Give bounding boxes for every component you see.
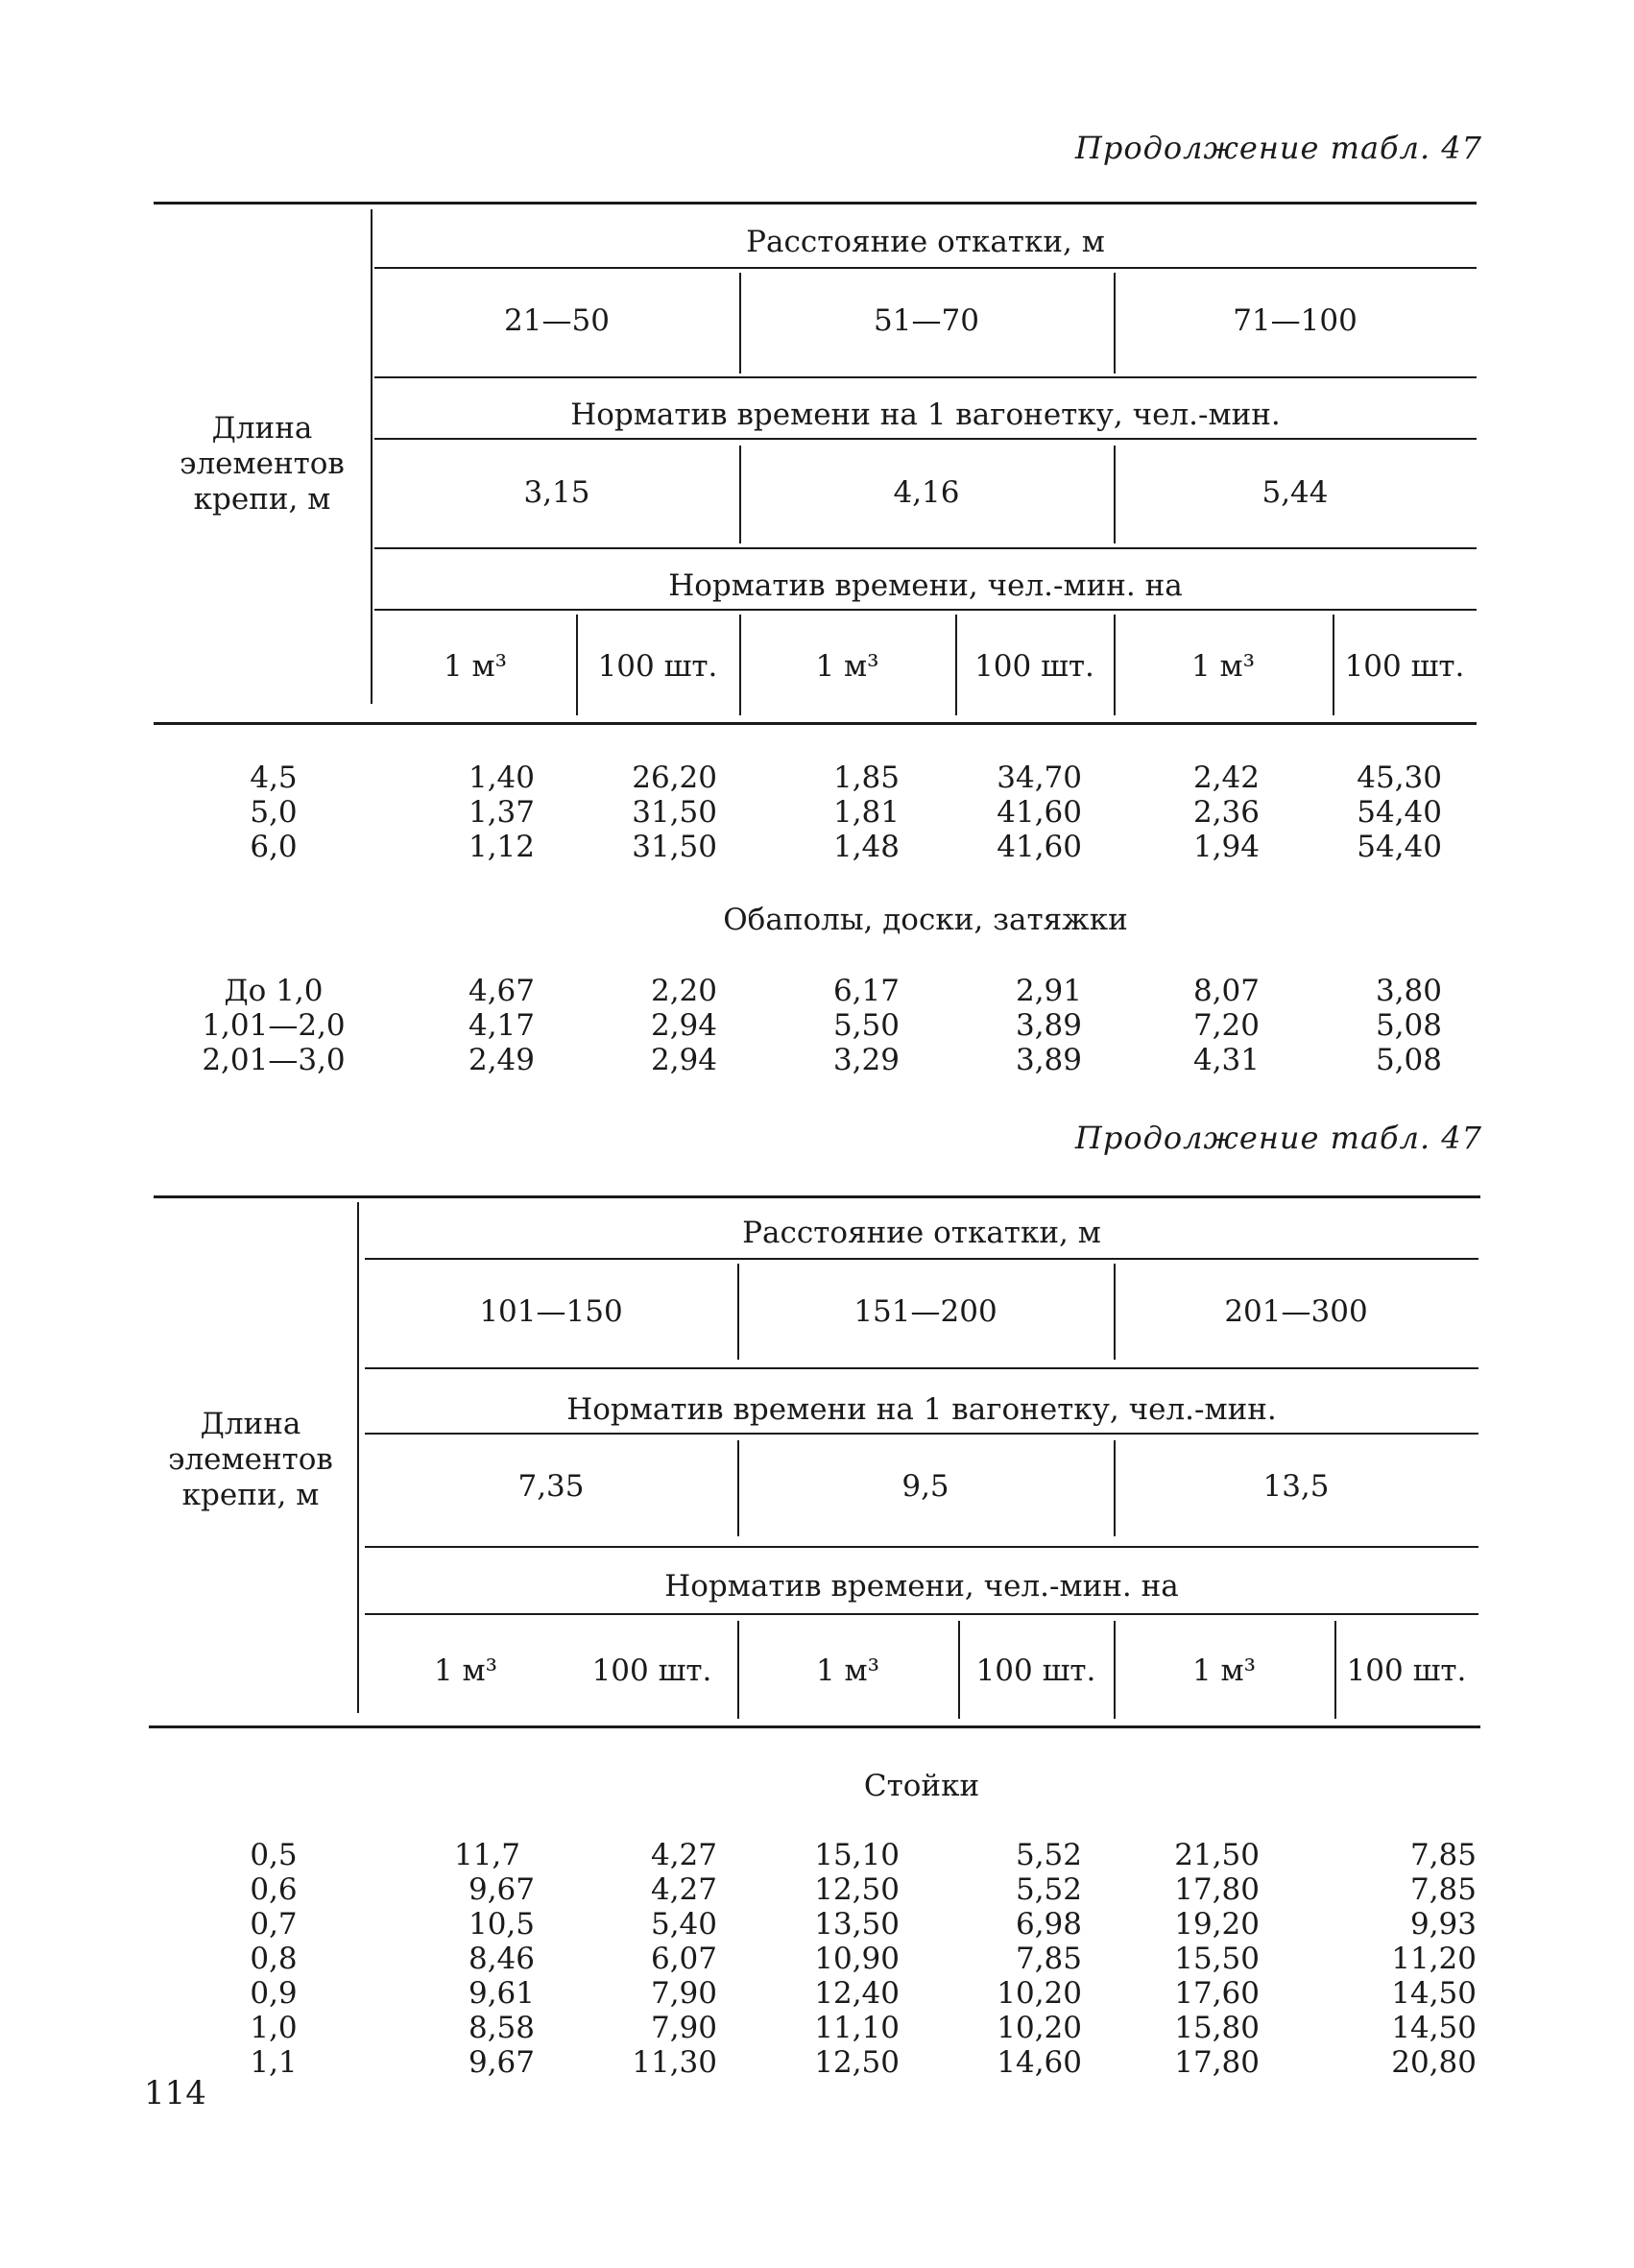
cell: 11,20 — [1391, 1942, 1477, 1976]
unit-header: 100 шт. — [975, 1653, 1096, 1688]
col-divider — [739, 615, 741, 715]
distance-range: 201—300 — [1224, 1294, 1368, 1329]
cell: 3,29 — [832, 1043, 900, 1077]
cell: 10,20 — [997, 1976, 1082, 2011]
cell: 1,37 — [468, 795, 535, 830]
cell: 21,50 — [1174, 1838, 1260, 1872]
row-length: 0,6 — [250, 1872, 298, 1907]
rule — [365, 1433, 1478, 1435]
cell: 10,90 — [814, 1942, 900, 1976]
continuation-caption: Продолжение табл. 47 — [1074, 1120, 1482, 1156]
cell: 1,48 — [832, 830, 900, 864]
cell: 12,50 — [814, 1872, 900, 1907]
unit-header: 1 м³ — [1190, 649, 1256, 684]
stub-divider — [371, 209, 372, 704]
col-divider — [1333, 615, 1334, 715]
cell: 4,17 — [468, 1008, 535, 1043]
row-length: 1,01—2,0 — [202, 1008, 346, 1043]
group-title: Обаполы, доски, затяжки — [723, 903, 1128, 937]
cell: 26,20 — [632, 760, 717, 795]
row-length: 1,1 — [250, 2045, 298, 2080]
cell: 11,7 — [453, 1838, 520, 1872]
col-divider — [737, 1440, 739, 1536]
cell: 6,17 — [832, 974, 900, 1008]
cell: 5,52 — [1015, 1838, 1082, 1872]
group-title: Стойки — [863, 1769, 980, 1803]
table-header-bottom-rule — [149, 1725, 1480, 1728]
norm-wagon-value: 13,5 — [1262, 1469, 1330, 1504]
cell: 17,60 — [1174, 1976, 1260, 2011]
row-length: 6,0 — [250, 830, 298, 864]
distance-range: 21—50 — [504, 303, 610, 338]
cell: 7,90 — [650, 2011, 717, 2045]
unit-header: 100 шт. — [597, 649, 718, 684]
cell: 54,40 — [1357, 830, 1442, 864]
cell: 2,36 — [1192, 795, 1260, 830]
cell: 1,85 — [832, 760, 900, 795]
stub-header: Длина элементов крепи, м — [168, 1407, 333, 1512]
col-divider — [955, 615, 957, 715]
cell: 4,67 — [468, 974, 535, 1008]
row-length: 0,8 — [250, 1942, 298, 1976]
cell: 1,12 — [468, 830, 535, 864]
cell: 15,80 — [1174, 2011, 1260, 2045]
unit-header: 100 шт. — [974, 649, 1094, 684]
cell: 3,80 — [1375, 974, 1442, 1008]
cell: 1,81 — [832, 795, 900, 830]
cell: 15,50 — [1174, 1942, 1260, 1976]
cell: 3,89 — [1015, 1008, 1082, 1043]
distance-range: 51—70 — [874, 303, 979, 338]
cell: 6,98 — [1015, 1907, 1082, 1942]
unit-header: 1 м³ — [815, 1653, 880, 1688]
cell: 2,20 — [650, 974, 717, 1008]
distance-range: 151—200 — [853, 1294, 997, 1329]
unit-header: 100 шт. — [1346, 1653, 1467, 1688]
cell: 17,80 — [1174, 2045, 1260, 2080]
cell: 2,42 — [1192, 760, 1260, 795]
row-length: 0,5 — [250, 1838, 298, 1872]
cell: 3,89 — [1015, 1043, 1082, 1077]
cell: 34,70 — [997, 760, 1082, 795]
table-header-bottom-rule — [154, 722, 1477, 725]
row-length: 5,0 — [250, 795, 298, 830]
cell: 14,50 — [1391, 1976, 1477, 2011]
cell: 15,10 — [814, 1838, 900, 1872]
cell: 31,50 — [632, 830, 717, 864]
cell: 14,60 — [997, 2045, 1082, 2080]
cell: 2,94 — [650, 1043, 717, 1077]
col-divider — [1114, 615, 1116, 715]
cell: 12,50 — [814, 2045, 900, 2080]
cell: 4,27 — [650, 1838, 717, 1872]
cell: 11,30 — [632, 2045, 717, 2080]
cell: 13,50 — [814, 1907, 900, 1942]
row-length: 2,01—3,0 — [202, 1043, 346, 1077]
row-length: До 1,0 — [224, 974, 324, 1008]
cell: 9,61 — [468, 1976, 535, 2011]
col-divider — [958, 1621, 960, 1719]
cell: 4,31 — [1192, 1043, 1260, 1077]
unit-header: 1 м³ — [433, 1653, 498, 1688]
cell: 9,93 — [1409, 1907, 1477, 1942]
cell: 2,91 — [1015, 974, 1082, 1008]
norm-wagon-value: 4,16 — [893, 475, 960, 510]
rule — [365, 1367, 1478, 1369]
cell: 1,40 — [468, 760, 535, 795]
cell: 54,40 — [1357, 795, 1442, 830]
cell: 8,46 — [468, 1942, 535, 1976]
col-divider — [737, 1621, 739, 1719]
page-number: 114 — [144, 2074, 206, 2112]
cell: 10,5 — [468, 1907, 535, 1942]
norm-wagon-value: 3,15 — [523, 475, 590, 510]
stub-divider — [357, 1202, 359, 1713]
cell: 9,67 — [468, 2045, 535, 2080]
col-divider — [1334, 1621, 1336, 1719]
distance-range: 71—100 — [1233, 303, 1358, 338]
col-divider — [576, 615, 578, 715]
rule — [374, 547, 1477, 549]
rule — [374, 267, 1477, 269]
col-divider — [1114, 1264, 1116, 1360]
cell: 10,20 — [997, 2011, 1082, 2045]
rule — [365, 1613, 1478, 1615]
table-top-rule — [154, 1195, 1480, 1198]
cell: 1,94 — [1192, 830, 1260, 864]
norm-wagon-value: 7,35 — [517, 1469, 585, 1504]
norm-wagon-header: Норматив времени на 1 вагонетку, чел.-мин. — [570, 398, 1281, 432]
unit-header: 1 м³ — [815, 649, 879, 684]
cell: 5,08 — [1375, 1043, 1442, 1077]
cell: 6,07 — [650, 1942, 717, 1976]
cell: 11,10 — [814, 2011, 900, 2045]
col-divider — [1114, 273, 1116, 374]
cell: 7,20 — [1192, 1008, 1260, 1043]
cell: 5,40 — [650, 1907, 717, 1942]
cell: 8,58 — [468, 2011, 535, 2045]
cell: 41,60 — [997, 830, 1082, 864]
col-divider — [739, 273, 741, 374]
unit-header: 1 м³ — [443, 649, 508, 684]
row-length: 0,7 — [250, 1907, 298, 1942]
cell: 31,50 — [632, 795, 717, 830]
col-divider — [1114, 1621, 1116, 1719]
cell: 19,20 — [1174, 1907, 1260, 1942]
cell: 7,85 — [1409, 1838, 1477, 1872]
cell: 9,67 — [468, 1872, 535, 1907]
cell: 7,85 — [1015, 1942, 1082, 1976]
row-length: 4,5 — [250, 760, 298, 795]
stub-header: Длина элементов крепи, м — [180, 411, 345, 517]
cell: 2,94 — [650, 1008, 717, 1043]
cell: 8,07 — [1192, 974, 1260, 1008]
table-top-rule — [154, 202, 1477, 205]
cell: 14,50 — [1391, 2011, 1477, 2045]
rule — [374, 376, 1477, 378]
distance-header: Расстояние откатки, м — [746, 225, 1105, 259]
rule — [365, 1258, 1478, 1260]
rule — [374, 609, 1477, 611]
unit-header: 1 м³ — [1191, 1653, 1257, 1688]
col-divider — [1114, 446, 1116, 543]
cell: 41,60 — [997, 795, 1082, 830]
row-length: 0,9 — [250, 1976, 298, 2011]
cell: 45,30 — [1357, 760, 1442, 795]
norm-wagon-value: 5,44 — [1262, 475, 1329, 510]
col-divider — [1114, 1440, 1116, 1536]
distance-header: Расстояние откатки, м — [742, 1216, 1101, 1250]
cell: 12,40 — [814, 1976, 900, 2011]
norm-per-header: Норматив времени, чел.-мин. на — [664, 1569, 1179, 1604]
norm-per-header: Норматив времени, чел.-мин. на — [668, 568, 1183, 603]
distance-range: 101—150 — [479, 1294, 623, 1329]
cell: 2,49 — [468, 1043, 535, 1077]
cell: 4,27 — [650, 1872, 717, 1907]
cell: 7,90 — [650, 1976, 717, 2011]
col-divider — [737, 1264, 739, 1360]
unit-header: 100 шт. — [1344, 649, 1465, 684]
rule — [365, 1546, 1478, 1548]
norm-wagon-header: Норматив времени на 1 вагонетку, чел.-мин. — [566, 1392, 1277, 1427]
unit-header: 100 шт. — [591, 1653, 712, 1688]
rule — [374, 438, 1477, 440]
norm-wagon-value: 9,5 — [901, 1469, 949, 1504]
row-length: 1,0 — [250, 2011, 298, 2045]
cell: 5,52 — [1015, 1872, 1082, 1907]
cell: 5,08 — [1375, 1008, 1442, 1043]
cell: 7,85 — [1409, 1872, 1477, 1907]
cell: 17,80 — [1174, 1872, 1260, 1907]
col-divider — [739, 446, 741, 543]
continuation-caption: Продолжение табл. 47 — [1074, 130, 1482, 166]
cell: 5,50 — [832, 1008, 900, 1043]
cell: 20,80 — [1391, 2045, 1477, 2080]
